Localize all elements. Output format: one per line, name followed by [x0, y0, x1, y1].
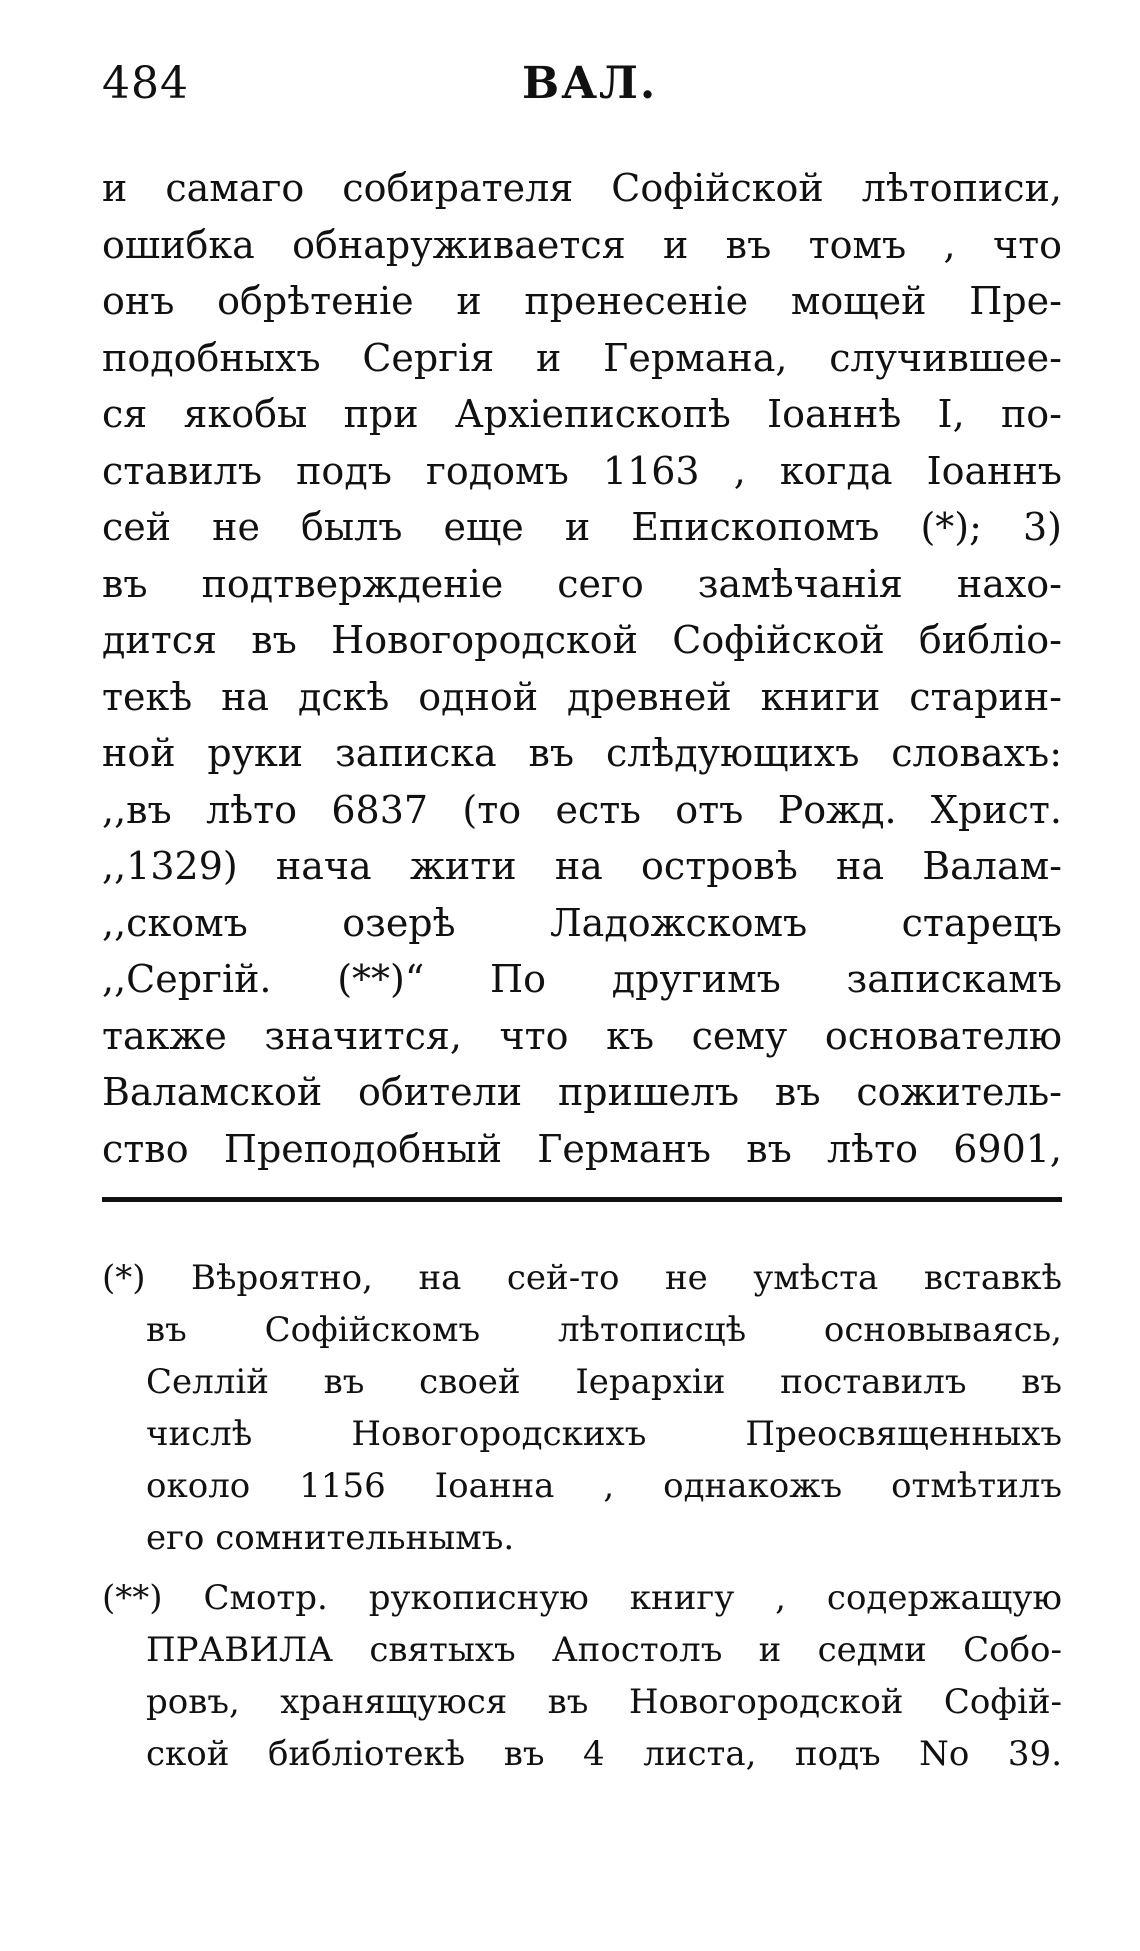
text-line: текѣ на дскѣ одной древней книги старин- [102, 674, 1062, 719]
footnote-2 [102, 1572, 1062, 1780]
footnote-divider [102, 1197, 1062, 1202]
text-line: ,,1329) нача жити на островѣ на Валам- [102, 844, 1062, 888]
text-line: ,,Сергій. (**)“ По другимъ запискамъ [102, 957, 1062, 1001]
text-line: ставилъ подъ годомъ 1163 , когда Іоаннъ [102, 448, 1062, 493]
page-header [102, 52, 1062, 122]
footnote-line: ПРАВИЛА святыхъ Апостолъ и седми Собо- [146, 1630, 1062, 1670]
text-line: въ подтвержденіе сего замѣчанія нахо- [102, 561, 1062, 606]
text-line: сей не былъ еще и Епископомъ (*); 3) [102, 505, 1062, 549]
text-line: ,,въ лѣто 6837 (то есть отъ Рожд. Христ. [102, 787, 1062, 832]
text-line: онъ обрѣтеніе и пренесеніе мощей Пре- [102, 279, 1062, 323]
footnote-line: Селлій въ своей Іерархіи поставилъ въ [146, 1362, 1062, 1402]
text-line: ся якобы при Архіепископѣ Іоаннѣ І, по- [102, 392, 1062, 436]
text-line: ной руки записка въ слѣдующихъ словахъ: [102, 731, 1062, 775]
text-line: подобныхъ Сергія и Германа, случившее- [102, 335, 1062, 380]
footnote-line: (**) Смотр. рукописную книгу , содержащую [102, 1578, 1062, 1618]
footnote-line: его сомнительнымъ. [146, 1518, 515, 1558]
footnotes [102, 1252, 1062, 1788]
text-line: и самаго собирателя Софійской лѣтописи, [102, 166, 1062, 210]
footnote-line: числѣ Новогородскихъ Преосвященныхъ [146, 1414, 1062, 1454]
main-text [102, 160, 1062, 1177]
footnote-line: ровъ, хранящуюся въ Новогородской Софій- [146, 1682, 1062, 1722]
text-line: также значится, что къ сему основателю [102, 1013, 1062, 1058]
text-line: ошибка обнаруживается и въ томъ , что [102, 222, 1062, 267]
footnote-line: около 1156 Іоанна , однакожъ отмѣтилъ [146, 1466, 1062, 1506]
footnote-line: ской библіотекѣ въ 4 листа, подъ No 39. [146, 1734, 1062, 1774]
text-line: дится въ Новогородской Софійской библіо- [102, 618, 1062, 662]
running-head: ВАЛ. [522, 58, 658, 109]
text-line: ство Преподобный Германъ въ лѣто 6901, [102, 1126, 1062, 1171]
text-line: ,,скомъ озерѣ Ладожскомъ старецъ [102, 900, 1062, 945]
footnote-1 [102, 1252, 1062, 1564]
page-number: 484 [102, 58, 189, 109]
footnote-line: въ Софійскомъ лѣтописцѣ основываясь, [146, 1310, 1062, 1350]
footnote-line: (*) Вѣроятно, на сей-то не умѣста вставкѣ [102, 1258, 1062, 1298]
text-line: Валамской обители пришелъ въ сожитель- [102, 1070, 1062, 1114]
